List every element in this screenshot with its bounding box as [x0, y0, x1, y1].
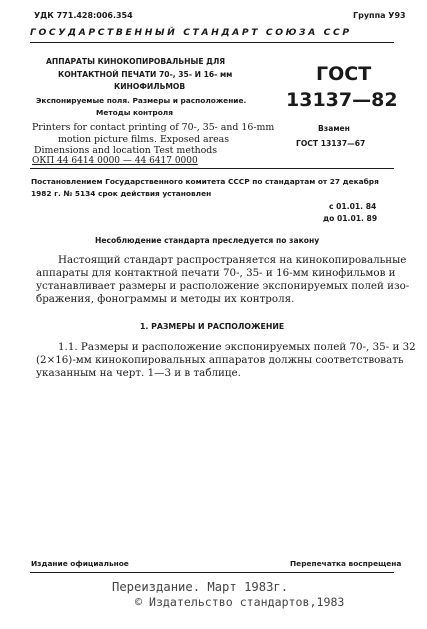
clause-line3: указанным на черт. 1—3 и в таблице.	[36, 367, 241, 379]
effective-to: до 01.01. 89	[323, 214, 378, 223]
title-ru-subtitle1: Экспонируемые поля. Размеры и расположение.	[36, 96, 247, 105]
title-en-line1: Printers for contact printing of 70-, 35- and 16-mm	[32, 122, 275, 133]
reissue-stamp-line2: © Издательство стандартов,1983	[135, 595, 345, 609]
clause-line1: 1.1. Размеры и расположение экспонируемых полей 70-, 35- и 32	[58, 341, 416, 353]
law-warning: Несоблюдение стандарта преследуется по закону	[95, 236, 320, 245]
title-en-line3: Dimensions and location Test methods	[34, 145, 218, 156]
footer-rule	[30, 572, 394, 573]
intro-line3: устанавливает размеры и расположение экспонируемых полей изо-	[36, 280, 410, 292]
clause-line2: (2×16)-мм кинокопировальных аппаратов должны соответствовать	[36, 354, 404, 366]
intro-line2: аппараты для контактной печати 70-, 35- и 16-мм кинофильмов и	[36, 267, 396, 279]
effective-from: с 01.01. 84	[329, 202, 377, 211]
gost-label: ГОСТ	[316, 63, 372, 85]
title-ru-line1: АППАРАТЫ КИНОКОПИРОВАЛЬНЫЕ ДЛЯ	[46, 57, 226, 66]
intro-line1: Настоящий стандарт распространяется на кинокопировальные	[58, 254, 407, 266]
replaced-label: Взамен	[318, 124, 350, 133]
replaced-standard: ГОСТ 13137—67	[296, 139, 366, 148]
udk-code: УДК 771.428:006.354	[34, 11, 133, 20]
title-en-line2: motion picture films. Exposed areas	[58, 134, 230, 145]
group-code: Группа У93	[353, 11, 406, 20]
okp-code: ОКП 44 6414 0000 — 44 6417 0000	[32, 156, 198, 166]
header-rule	[30, 42, 394, 43]
state-standard-banner: ГОСУДАРСТВЕННЫЙ СТАНДАРТ СОЮЗА ССР	[30, 27, 352, 38]
title-block-rule	[30, 168, 394, 169]
title-ru-line3: КИНОФИЛЬМОВ	[114, 82, 186, 91]
decree-line1: Постановлением Государственного комитета СССР по стандартам от 27 декабря	[31, 177, 379, 186]
title-ru-line2: КОНТАКТНОЙ ПЕЧАТИ 70-, 35- И 16- мм	[58, 70, 233, 79]
gost-number: 13137—82	[286, 89, 398, 111]
reissue-stamp-line1: Переиздание. Март 1983г.	[112, 580, 289, 594]
reprint-prohibited: Перепечатка воспрещена	[290, 559, 402, 568]
title-ru-subtitle2: Методы контроля	[96, 108, 173, 117]
official-edition: Издание официальное	[31, 559, 129, 568]
intro-line4: бражения, фонограммы и методы их контроля.	[36, 293, 295, 305]
decree-line2: 1982 г. № 5134 срок действия установлен	[31, 189, 212, 198]
section-1-title: 1. РАЗМЕРЫ И РАСПОЛОЖЕНИЕ	[140, 322, 285, 331]
